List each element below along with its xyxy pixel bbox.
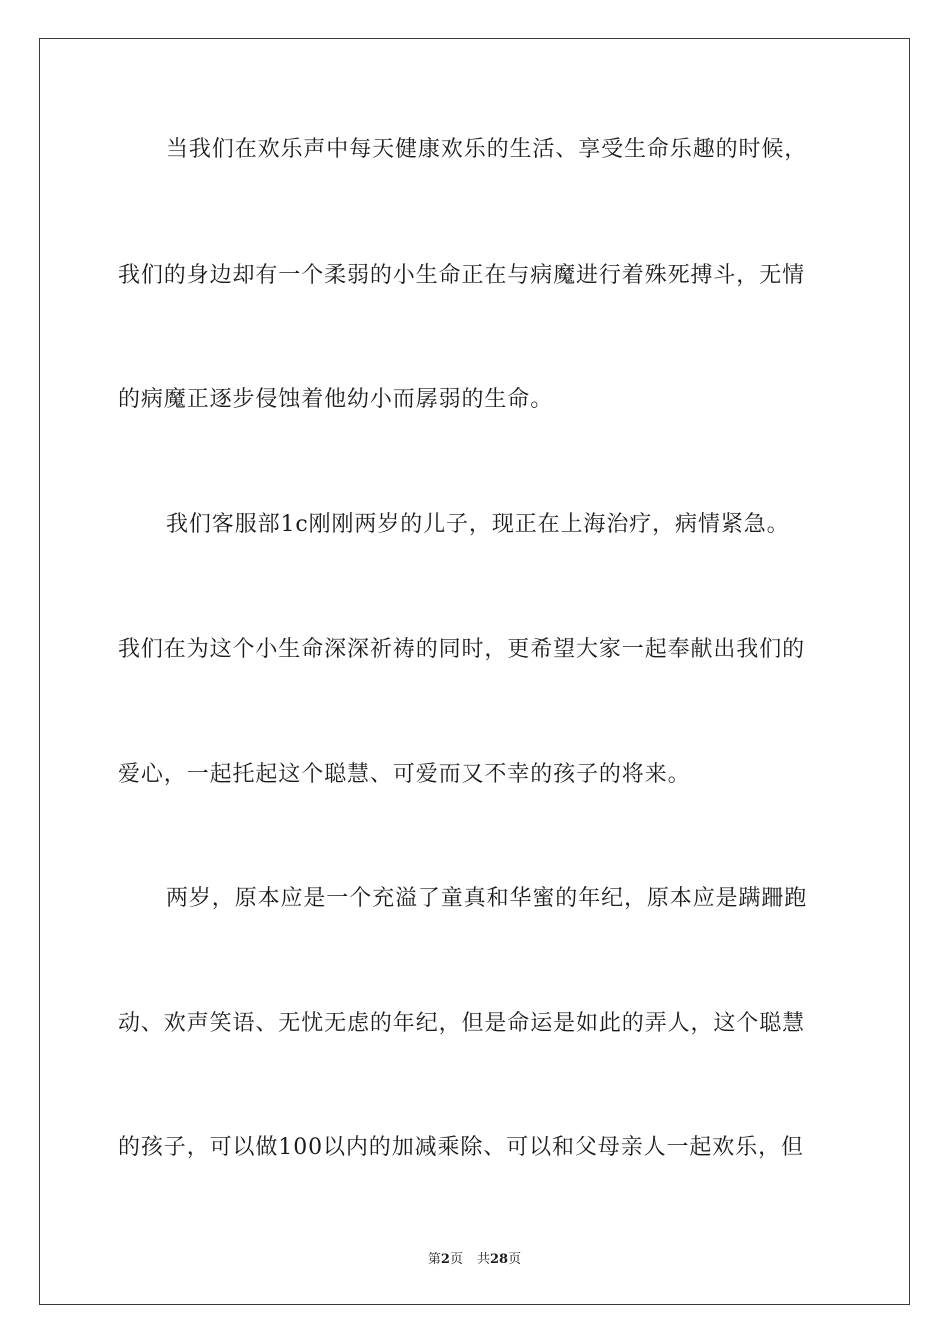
paragraph-2-line-1: 我们客服部1c刚刚两岁的儿子，现正在上海治疗，病情紧急。: [166, 512, 790, 537]
footer-total-pages: 28: [489, 1252, 509, 1267]
paragraph-1-line-3: 的病魔正逐步侵蚀着他幼小而孱弱的生命。: [118, 387, 554, 412]
paragraph-3-line-1: 两岁，原本应是一个充溢了童真和华蜜的年纪，原本应是蹒跚跑: [166, 886, 808, 911]
footer-page-prefix: 第: [427, 1252, 441, 1267]
paragraph-3-line-2: 动、欢声笑语、无忧无虑的年纪，但是命运是如此的弄人，这个聪慧: [118, 1011, 806, 1036]
footer-total-prefix: 共: [476, 1252, 490, 1267]
paragraph-2-line-3: 爱心，一起托起这个聪慧、可爱而又不幸的孩子的将来。: [118, 762, 691, 787]
footer-page-number: 2: [440, 1252, 450, 1267]
footer-total-suffix: 页: [508, 1252, 522, 1267]
footer-page-suffix: 页: [449, 1252, 463, 1267]
paragraph-1-line-1: 当我们在欢乐声中每天健康欢乐的生活、享受生命乐趣的时候，: [166, 137, 808, 162]
paragraph-2-line-2: 我们在为这个小生命深深祈祷的同时，更希望大家一起奉献出我们的: [118, 637, 806, 662]
paragraph-3-line-3: 的孩子，可以做100以内的加减乘除、可以和父母亲人一起欢乐，但: [118, 1135, 804, 1160]
paragraph-1-line-2: 我们的身边却有一个柔弱的小生命正在与病魔进行着殊死搏斗，无情: [118, 263, 806, 288]
page-footer: [40, 1248, 909, 1267]
document-page: [39, 38, 910, 1305]
